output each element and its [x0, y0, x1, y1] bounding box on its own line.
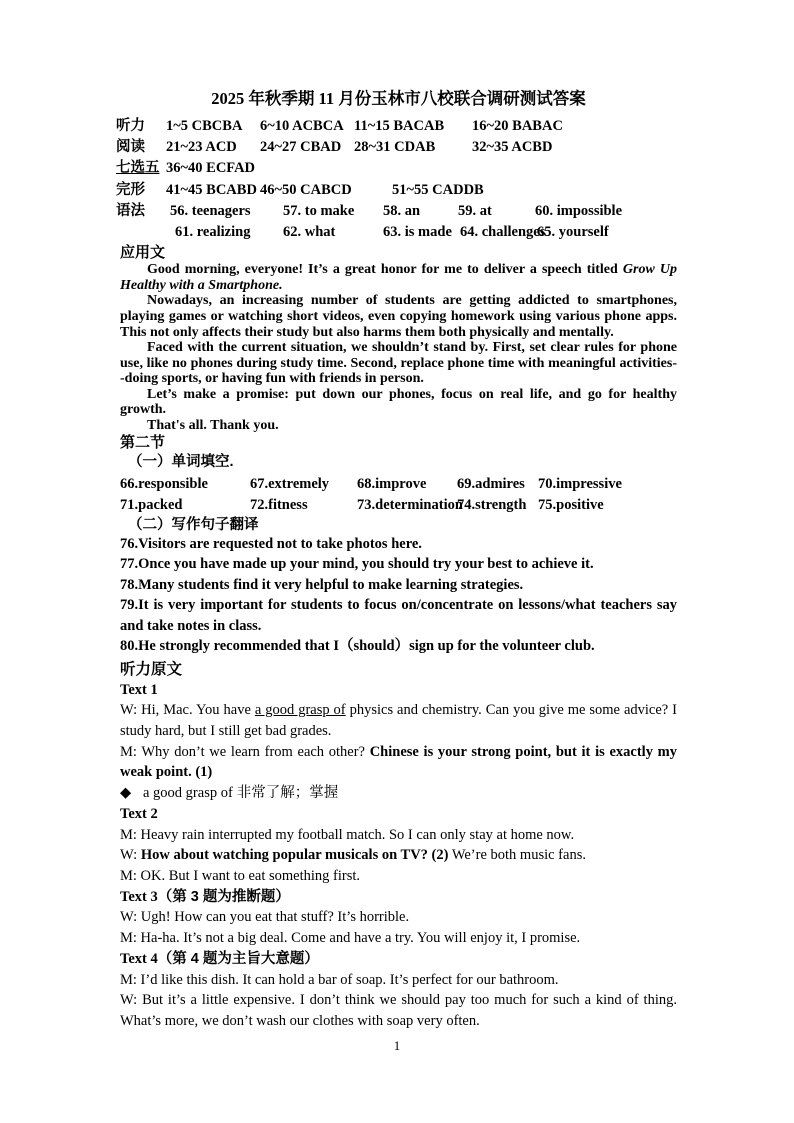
answer-row-grammar-2	[120, 222, 677, 243]
page-number: 1	[393, 1038, 401, 1053]
answer-row-cloze	[116, 180, 677, 201]
answer-item: 71.packed	[120, 496, 183, 513]
answer-item: 66.responsible	[120, 475, 208, 492]
answer-item: 67.extremely	[250, 475, 330, 492]
text2-man-line-2: M: OK. But I want to eat something first.	[120, 867, 361, 884]
answer-item: 60. impossible	[535, 202, 623, 219]
answer-item: 72.fitness	[250, 496, 308, 513]
answer-key-sentence: How about watching popular musicals on TV? (2)	[140, 847, 449, 864]
line-text: physics and chemistry. Can you give me some advice? I study hard, but I still get bad grades.	[120, 702, 678, 740]
word-fill-row	[120, 495, 677, 516]
section-label-seven-choose-five: 七选五	[116, 160, 160, 177]
word-fill-answers	[120, 474, 677, 516]
answer-range: 11~15 BACAB	[354, 118, 445, 134]
answer-key-sentence: Chinese is your strong point, but it is exactly my weak point. (1)	[120, 743, 677, 781]
answer-item: 73.determination	[357, 496, 463, 513]
answer-item: 64. challenges	[460, 223, 546, 240]
essay-paragraph: Faced with the current situation, we shouldn’t stand by. First, set clear rules for phone use, like no phones during study time. Second, replace phone time with meaningful activities--doing sports, or having fun with friends in person.	[120, 340, 677, 387]
text1-man-line	[120, 742, 677, 783]
text4-heading	[120, 949, 677, 970]
answer-range: 32~35 ACBD	[472, 139, 553, 156]
page-title: 2025 年秋季期 11 月份玉林市八校联合调研测试答案	[211, 89, 586, 108]
answer-range: 46~50 CABCD	[260, 181, 352, 198]
answer-range: 28~31 CDAB	[354, 139, 436, 156]
heading-zh-note: （第 3 题为推断题）	[157, 888, 290, 905]
text2-heading: Text 2	[120, 805, 158, 822]
essay-paragraph: Let’s make a promise: put down our phones, focus on real life, and go for healthy growth.	[120, 386, 677, 418]
document-content	[116, 0, 678, 1032]
answer-item: 62. what	[283, 223, 336, 240]
section-label-grammar: 语法	[116, 202, 145, 219]
translation-answers	[120, 534, 677, 657]
essay-paragraph: Nowadays, an increasing number of students are getting addicted to smartphones, playing games or watching short videos, even copying homework using various phone apps. This not only affects their study but also harms them both physically and mentally.	[120, 293, 677, 340]
heading-en: Text 4	[120, 950, 158, 967]
answer-item: 75.positive	[538, 496, 604, 513]
answer-range: 16~20 BABAC	[472, 118, 563, 134]
text1-woman-line	[120, 700, 677, 741]
answer-item: 65. yourself	[537, 223, 609, 240]
answer-range: 6~10 ACBCA	[260, 118, 344, 134]
section2-heading: 第二节	[120, 433, 166, 451]
translation-sentence: 78.Many students find it very helpful to make learning strategies.	[120, 576, 524, 593]
translation-sentence: 80.He strongly recommended that I（should）sign up for the volunteer club.	[120, 638, 595, 655]
note-phrase: a good grasp of	[143, 785, 233, 802]
underlined-phrase: a good grasp of	[254, 702, 346, 719]
heading-zh-note: （第 4 题为主旨大意题）	[157, 950, 319, 967]
transcript-heading: 听力原文	[120, 660, 183, 678]
line-text: M: Why don’t we learn from each other?	[120, 743, 370, 760]
text4-man-line: M: I’d like this dish. It can hold a bar of soap. It’s perfect for our bathroom.	[120, 971, 559, 988]
line-text: W: Hi, Mac. You have	[120, 702, 255, 719]
word-fill-heading: （一）单词填空.	[128, 453, 234, 470]
answer-item: 70.impressive	[538, 475, 622, 492]
answer-item: 63. is made	[383, 223, 452, 240]
answer-range: 41~45 BCABD	[166, 181, 257, 198]
translation-heading: （二）写作句子翻译	[128, 516, 259, 533]
answer-row-reading	[116, 137, 677, 158]
answer-range: 21~23 ACD	[166, 139, 237, 156]
text2-woman-line	[120, 845, 677, 866]
section-label-cloze: 完形	[116, 181, 145, 198]
answer-item: 68.improve	[357, 475, 427, 492]
answer-row-grammar-1	[116, 201, 677, 222]
vocabulary-note	[120, 783, 677, 804]
text2-man-line: M: Heavy rain interrupted my football match. So I can only stay at home now.	[120, 826, 575, 843]
word-fill-row	[120, 474, 677, 495]
answer-item: 56. teenagers	[170, 202, 251, 219]
section-label-reading: 阅读	[116, 139, 145, 156]
listening-transcript	[120, 680, 677, 1032]
section-label-listening: 听力	[116, 118, 145, 134]
answer-range: 51~55 CADDB	[392, 181, 484, 198]
text3-heading	[120, 887, 677, 908]
translation-sentence: 76.Visitors are requested not to take photos here.	[120, 535, 422, 552]
essay-speech-title: Grow Up Healthy with a Smartphone.	[120, 262, 677, 293]
diamond-bullet-icon: ◆	[120, 785, 132, 802]
text4-woman-line: W: But it’s a little expensive. I don’t think we should pay too much for such a kind of thing. What’s more, we don’t wash our clothes with soap very often.	[120, 992, 677, 1029]
answer-key-grid	[116, 116, 677, 243]
answer-row-cloze-choice	[116, 158, 677, 179]
answer-range: 24~27 CBAD	[260, 139, 342, 156]
answer-item: 57. to make	[283, 202, 355, 219]
text1-heading: Text 1	[120, 681, 158, 698]
model-essay	[120, 262, 677, 434]
essay-paragraph: That's all. Thank you.	[147, 418, 279, 434]
essay-text: Good morning, everyone! It’s a great honor for me to deliver a speech titled	[147, 262, 623, 278]
note-translation: 非常了解；掌握	[236, 785, 339, 802]
answer-range: 1~5 CBCBA	[166, 118, 243, 134]
essay-section-heading: 应用文	[120, 244, 166, 262]
answer-row-listening	[116, 116, 677, 137]
answer-item: 59. at	[458, 202, 492, 219]
heading-en: Text 3	[120, 888, 158, 905]
translation-sentence: 79.It is very important for students to focus on/concentrate on lessons/what teachers say and take notes in class.	[120, 597, 677, 634]
answer-range: 36~40 ECFAD	[166, 160, 256, 177]
translation-sentence: 77.Once you have made up your mind, you should try your best to achieve it.	[120, 556, 594, 573]
answer-item: 69.admires	[457, 475, 525, 492]
text3-woman-line: W: Ugh! How can you eat that stuff? It’s horrible.	[120, 909, 410, 926]
essay-paragraph	[120, 262, 677, 293]
answer-item: 61. realizing	[175, 223, 251, 240]
answer-item: 74.strength	[457, 496, 527, 513]
line-text: W:	[120, 847, 141, 864]
line-text: We’re both music fans.	[448, 847, 586, 864]
text3-man-line: M: Ha-ha. It’s not a big deal. Come and have a try. You will enjoy it, I promise.	[120, 930, 581, 947]
answer-item: 58. an	[383, 202, 421, 219]
